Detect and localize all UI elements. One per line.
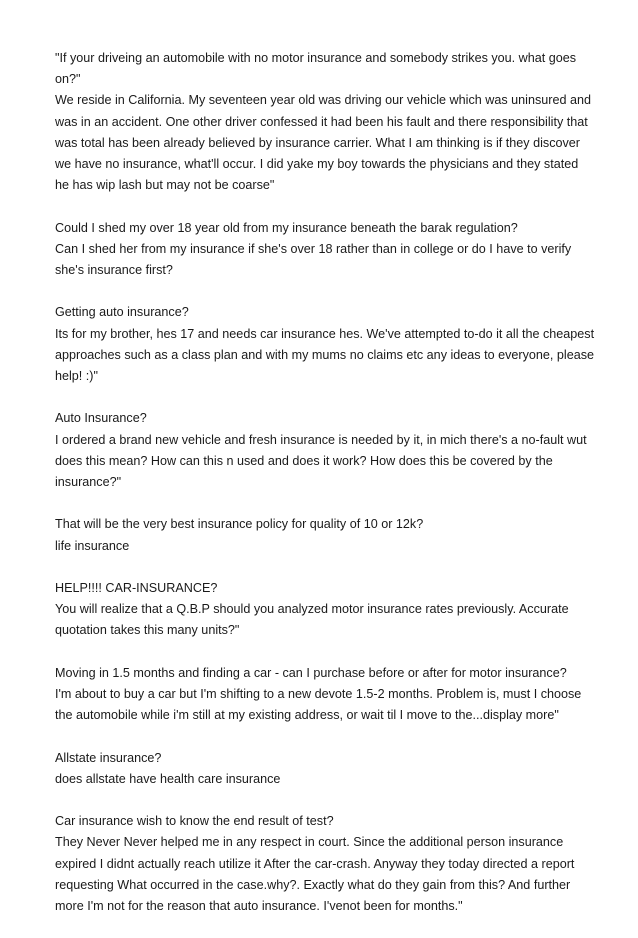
entry-8 [55, 748, 595, 790]
entry-1 [55, 48, 595, 196]
entry-9 [55, 811, 595, 917]
entry-7 [55, 663, 595, 727]
entry-body: I'm about to buy a car but I'm shifting to a new devote 1.5-2 months. Problem is, must I choose the automobile while i'm still at my existing address, or wait til I move to the...display more" [55, 687, 582, 723]
entry-heading: Car insurance wish to know the end result of test? [55, 814, 334, 829]
entry-6 [55, 578, 595, 642]
entry-heading: Moving in 1.5 months and finding a car - can I purchase before or after for motor insurance? [55, 665, 567, 680]
entry-body: I ordered a brand new vehicle and fresh insurance is needed by it, in mich there's a no-fault wut does this mean? How can this n used and does it work? How does this be covered by the insurance?" [55, 432, 587, 490]
entry-5 [55, 514, 595, 556]
entry-heading: Getting auto insurance? [55, 305, 189, 320]
entry-body: Can I shed her from my insurance if she's over 18 rather than in college or do I have to verify she's insurance first? [55, 241, 572, 278]
entry-heading: Could I shed my over 18 year old from my insurance beneath the barak regulation? [55, 220, 518, 235]
entry-body: life insurance [55, 538, 130, 553]
entry-heading: That will be the very best insurance policy for quality of 10 or 12k? [55, 517, 424, 532]
entry-body: does allstate have health care insurance [55, 771, 281, 786]
entry-body: You will realize that a Q.B.P should you analyzed motor insurance rates previously. Accurate quotation takes this many units?" [55, 602, 569, 638]
entry-2 [55, 218, 595, 282]
document-page [55, 48, 595, 938]
entry-4 [55, 408, 595, 493]
entry-body: We reside in California. My seventeen year old was driving our vehicle which was uninsured and was in an accident. One other driver confessed it had been his fault and there responsibility that was total has been already believed by insurance carrier. What I am thinking is if they discover we have no insurance, what'll occur. I did yake my boy towards the physicians and they stated he has wip lash but may not be coarse" [55, 93, 591, 193]
entry-body: They Never Never helped me in any respect in court. Since the additional person insurance expired I didnt actually reach utilize it After the car-crash. Anyway they today directed a report requesting What occurred in the case.why?. Exactly what do they gain from this? And further more I'm not for the reason that auto insurance. I'venot been for months." [55, 835, 575, 913]
entry-heading: Auto Insurance? [55, 411, 147, 426]
entry-heading: Allstate insurance? [55, 750, 162, 765]
entry-3 [55, 302, 595, 387]
entry-heading: HELP!!!! CAR-INSURANCE? [55, 581, 218, 595]
entry-heading: "If your driveing an automobile with no motor insurance and somebody strikes you. what goes on?" [55, 51, 577, 87]
entry-body: Its for my brother, hes 17 and needs car insurance hes. We've attempted to-do it all the cheapest approaches such as a class plan and with my mums no claims etc any ideas to everyone, please help! :)" [55, 326, 595, 384]
